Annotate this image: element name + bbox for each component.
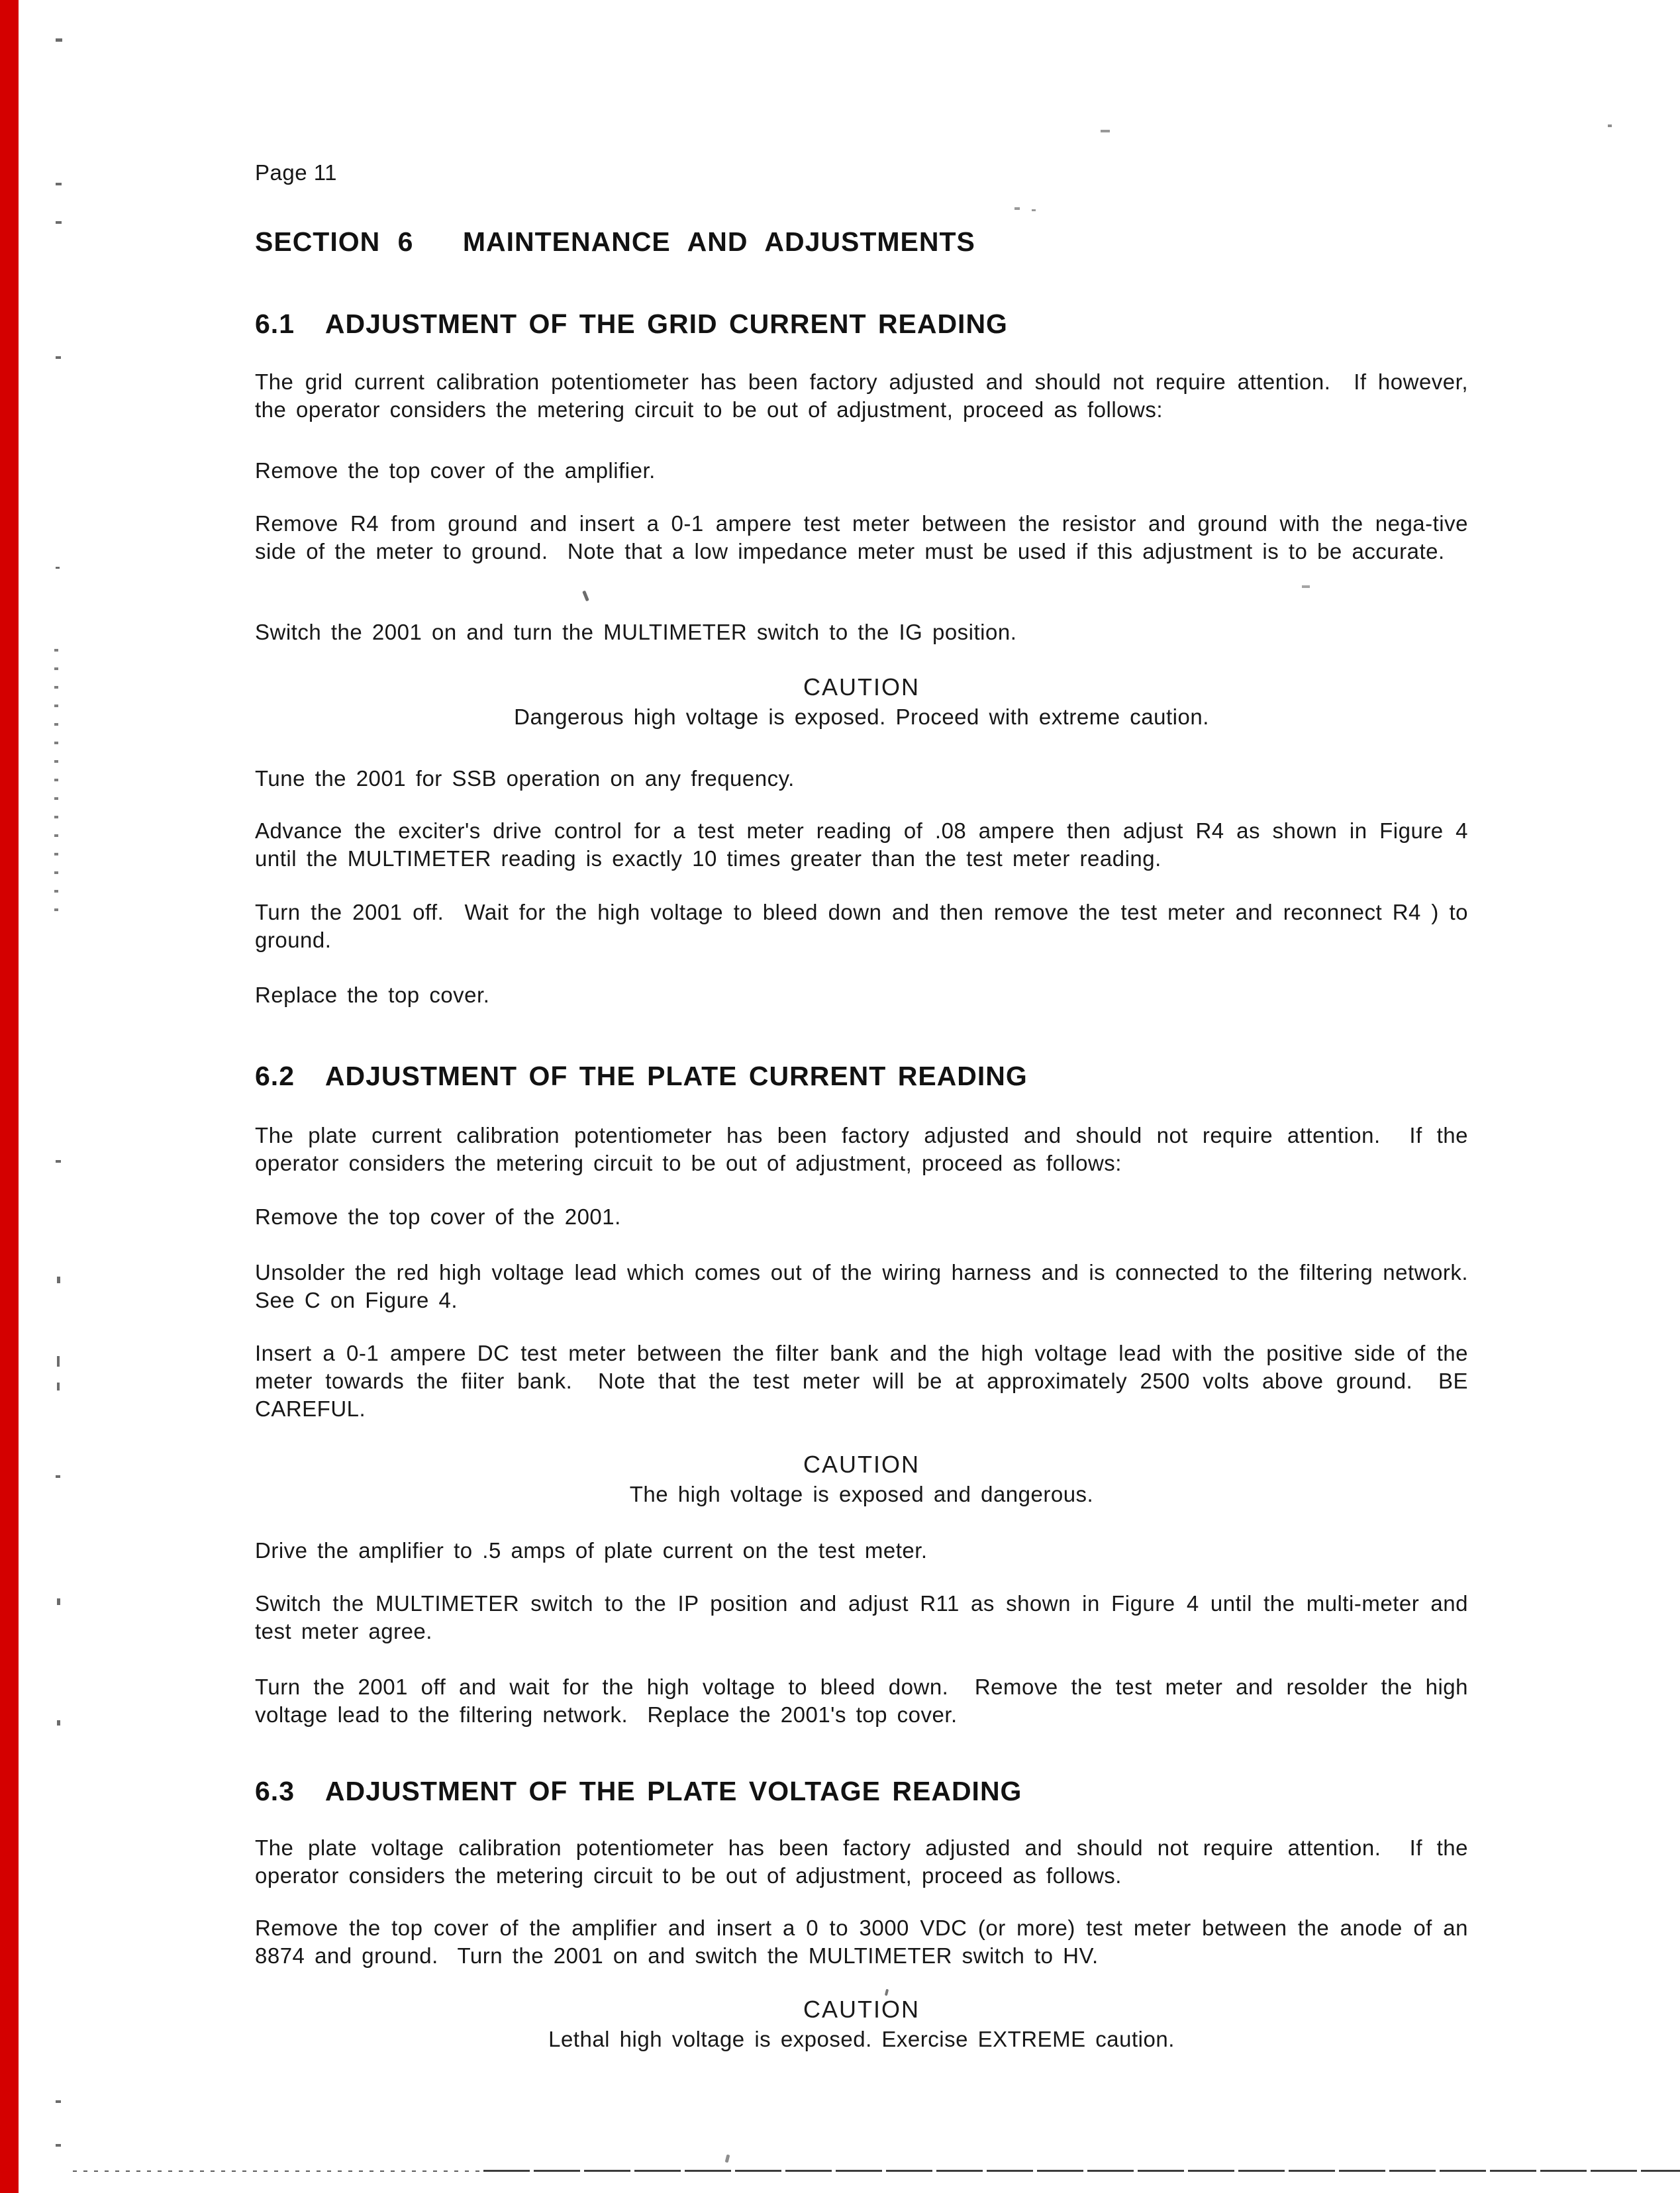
bottom-scan-line — [73, 2170, 483, 2172]
caution-block — [255, 1995, 1468, 2053]
paragraph: Remove the top cover of the 2001. — [255, 1204, 621, 1229]
scan-artifact — [57, 1720, 60, 1726]
scan-artifact — [1302, 585, 1310, 588]
scan-artifact — [56, 2100, 61, 2103]
caution-title: CAUTION — [803, 1996, 920, 2023]
scan-artifact — [1608, 124, 1612, 127]
paragraph: The plate voltage calibration potentiometer has been factory adjusted and should not require attention. If the operator considers the metering circuit to be out of adjustment, proceed as follows. — [255, 1835, 1478, 1888]
paragraph: Remove R4 from ground and insert a 0-1 ampere test meter between the resistor and ground with the nega-tive side of the meter to ground. Note that a low impedance meter must be used if this adjustment is to be accurate. — [255, 511, 1478, 563]
scan-artifact — [56, 356, 61, 359]
caution-text: Dangerous high voltage is exposed. Proceed with extreme caution. — [514, 705, 1209, 729]
subsection-heading-6-2 — [255, 1061, 1028, 1092]
subsection-title: ADJUSTMENT OF THE PLATE CURRENT READING — [324, 1061, 1028, 1091]
paragraph: The grid current calibration potentiometer has been factory adjusted and should not require attention. If however, the operator considers the metering circuit to be out of adjustment, proceed as follows: — [255, 369, 1478, 422]
subsection-heading-6-1 — [255, 309, 1008, 340]
scan-artifact — [725, 2155, 730, 2163]
scan-artifact — [1014, 207, 1020, 210]
scan-artifact — [57, 1277, 60, 1283]
paragraph: Turn the 2001 off. Wait for the high voltage to bleed down and then remove the test meter and reconnect R4 ) to ground. — [255, 900, 1478, 952]
paragraph: Remove the top cover of the amplifier and insert a 0 to 3000 VDC (or more) test meter between the anode of an 8874 and ground. Turn the 2001 on and switch the MULTIMETER switch to HV. — [255, 1916, 1478, 1968]
red-binding-stripe — [0, 0, 19, 2193]
scan-artifact — [56, 183, 62, 185]
scan-artifact — [54, 649, 58, 924]
caution-title: CAUTION — [803, 1451, 920, 1478]
paragraph: Insert a 0-1 ampere DC test meter between the filter bank and the high voltage lead with the positive side of the meter towards the fiiter bank. Note that the test meter will be at approximately 2500 volts above ground. BE CAREFUL. — [255, 1341, 1478, 1421]
paragraph: Turn the 2001 off and wait for the high voltage to bleed down. Remove the test meter and resolder the high voltage lead to the filtering network. Replace the 2001's top cover. — [255, 1675, 1478, 1727]
caution-text: The high voltage is exposed and dangerous. — [629, 1482, 1094, 1506]
page-number-label: Page 11 — [255, 160, 337, 185]
paragraph: Unsolder the red high voltage lead which comes out of the wiring harness and is connected to the filtering network. See C on Figure 4. — [255, 1260, 1488, 1312]
scan-artifact — [582, 591, 589, 602]
subsection-number: 6.1 — [255, 309, 295, 339]
paragraph: Replace the top cover. — [255, 983, 490, 1007]
scan-artifact — [56, 1160, 61, 1163]
paragraph: Advance the exciter's drive control for a test meter reading of .08 ampere then adjust R4 as shown in Figure 4 until the MULTIMETER reading is exactly 10 times greater than the test meter reading. — [255, 818, 1478, 871]
subsection-number: 6.2 — [255, 1061, 295, 1091]
scan-artifact — [1101, 130, 1110, 132]
paragraph: Switch the 2001 on and turn the MULTIMETER switch to the IG position. — [255, 620, 1017, 644]
scan-artifact — [57, 1356, 60, 1367]
subsection-title: ADJUSTMENT OF THE GRID CURRENT READING — [324, 309, 1008, 339]
paragraph: Tune the 2001 for SSB operation on any frequency. — [255, 766, 795, 791]
scan-artifact — [56, 567, 60, 569]
section-heading-title: MAINTENANCE AND ADJUSTMENTS — [462, 226, 975, 257]
scan-artifact — [57, 1598, 60, 1605]
paragraph: Drive the amplifier to .5 amps of plate current on the test meter. — [255, 1538, 928, 1563]
subsection-heading-6-3 — [255, 1776, 1022, 1807]
scan-artifact — [56, 2144, 61, 2147]
paragraph: The plate current calibration potentiometer has been factory adjusted and should not require attention. If the operator considers the metering circuit to be out of adjustment, proceed as follows: — [255, 1123, 1478, 1175]
scan-artifact — [57, 1383, 60, 1390]
bottom-scan-line — [483, 2170, 1680, 2172]
scan-artifact — [56, 1475, 60, 1478]
paragraph: Switch the MULTIMETER switch to the IP position and adjust R11 as shown in Figure 4 until the multi-meter and test meter agree. — [255, 1591, 1478, 1643]
scan-artifact — [1032, 209, 1036, 211]
caution-text: Lethal high voltage is exposed. Exercise EXTREME caution. — [548, 2027, 1175, 2051]
caution-block — [255, 1450, 1468, 1508]
section-heading — [255, 226, 975, 258]
scan-artifact — [56, 221, 62, 224]
subsection-number: 6.3 — [255, 1776, 295, 1806]
scan-artifact — [56, 38, 62, 42]
subsection-title: ADJUSTMENT OF THE PLATE VOLTAGE READING — [324, 1776, 1022, 1806]
section-heading-label: SECTION 6 — [255, 226, 414, 257]
caution-title: CAUTION — [803, 673, 920, 701]
paragraph: Remove the top cover of the amplifier. — [255, 458, 656, 483]
caution-block — [255, 673, 1468, 731]
